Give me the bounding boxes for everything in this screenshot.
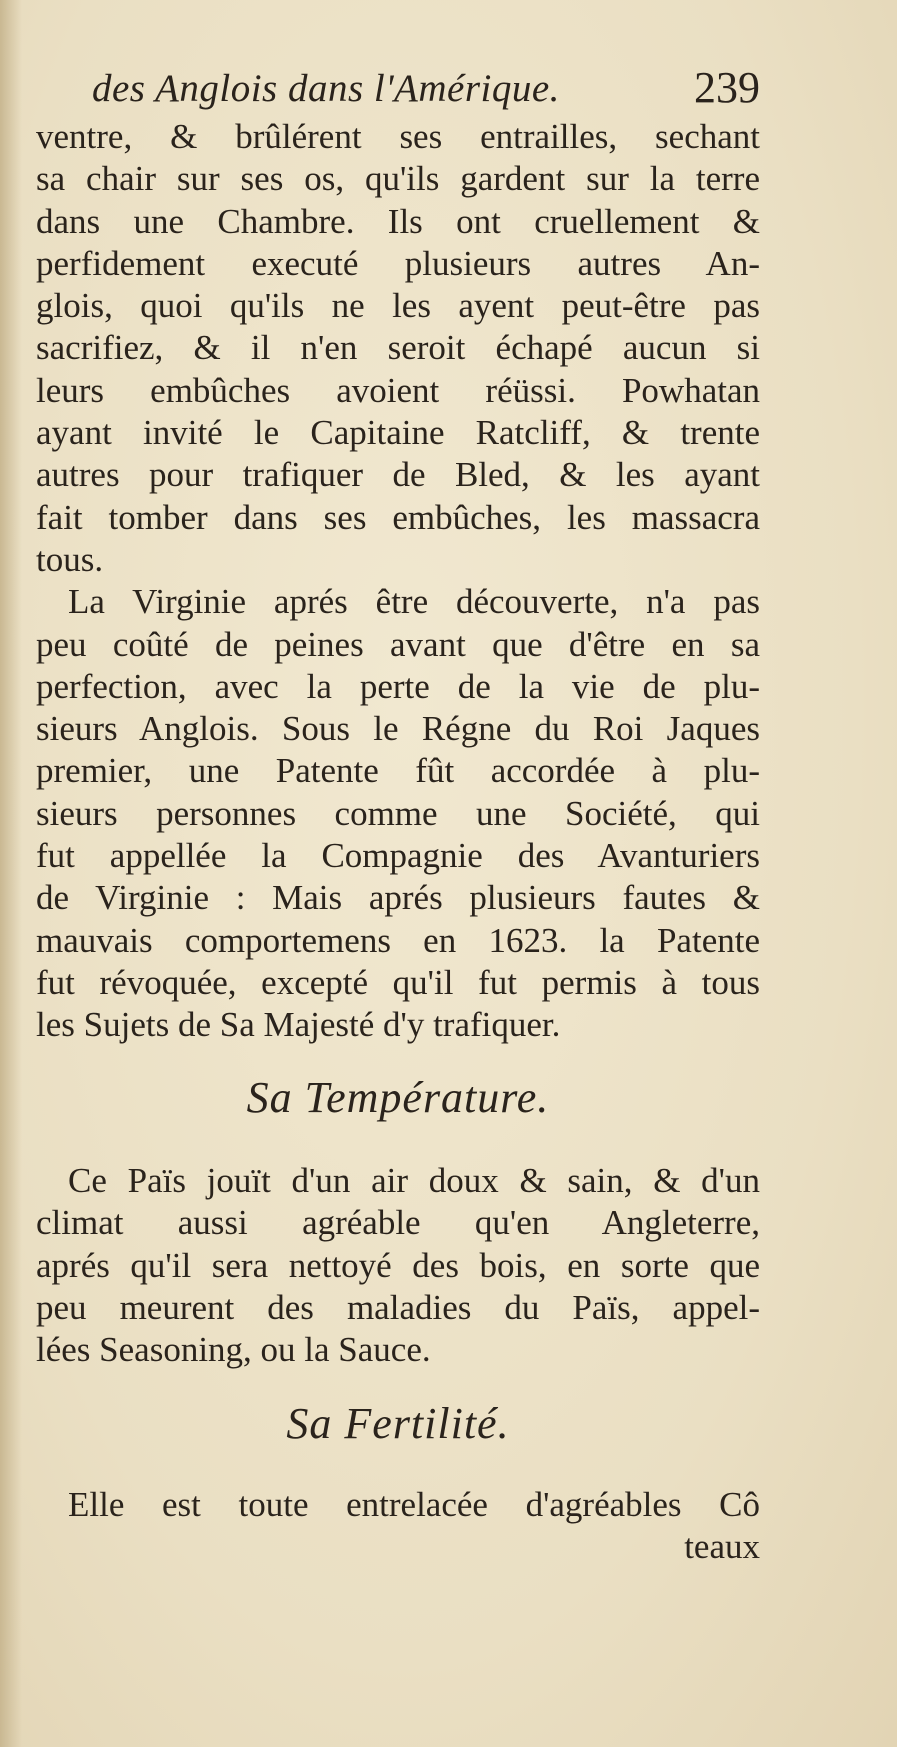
text-line: les Sujets de Sa Majesté d'y trafiquer. [36, 1005, 561, 1045]
body-text-block-3 [36, 1484, 760, 1569]
text-line: tous. [36, 539, 104, 579]
text-line: sieurs personnes comme une Société, qui [36, 793, 760, 833]
text-line: premier, une Patente fût accordée à plu- [36, 751, 760, 791]
text-line: sa chair sur ses os, qu'ils gardent sur la terre [36, 159, 760, 199]
text-line: aprés qu'il sera nettoyé des bois, en sorte que [36, 1245, 760, 1285]
page-gutter-shadow [0, 0, 22, 1747]
text-line: glois, quoi qu'ils ne les ayent peut-être pas [36, 286, 760, 326]
text-line: autres pour trafiquer de Bled, & les ayant [36, 455, 760, 495]
text-line: sieurs Anglois. Sous le Régne du Roi Jaques [36, 709, 760, 749]
text-line: leurs embûches avoient réüssi. Powhatan [36, 370, 760, 410]
text-line: Ce Païs jouït d'un air doux & sain, & d'un [68, 1161, 760, 1200]
text-line: La Virginie aprés être découverte, n'a pas [68, 582, 760, 622]
text-line: ayant invité le Capitaine Ratcliff, & trente [36, 413, 760, 453]
text-line: fut appellée la Compagnie des Avanturiers [36, 836, 760, 876]
text-line: lées Seasoning, ou la Sauce. [36, 1330, 431, 1370]
text-line: perfidement executé plusieurs autres An- [36, 243, 760, 283]
section-heading-fertility: Sa Fertilité. [286, 1399, 510, 1448]
running-title: des Anglois dans l'Amérique. [92, 67, 560, 110]
text-line: ventre, & brûlérent ses entrailles, sechant [36, 117, 760, 156]
text-line: sacrifiez, & il n'en seroit échapé aucun si [36, 328, 760, 368]
text-line: perfection, avec la perte de la vie de plu- [36, 666, 760, 706]
body-text-block-2 [36, 1160, 760, 1371]
text-line: dans une Chambre. Ils ont cruellement & [36, 201, 760, 241]
text-line: fut révoquée, excepté qu'il fut permis à tous [36, 962, 760, 1002]
text-line: peu meurent des maladies du Païs, appel- [36, 1287, 760, 1327]
text-line: peu coûté de peines avant que d'être en sa [36, 624, 760, 664]
body-text-block-1 [36, 116, 760, 1047]
section-heading-temperature: Sa Température. [246, 1073, 550, 1122]
text-line: climat aussi agréable qu'en Angleterre, [36, 1203, 760, 1243]
page-number: 239 [694, 63, 760, 112]
text-line: de Virginie : Mais aprés plusieurs fautes & [36, 878, 760, 918]
text-line: mauvais comportemens en 1623. la Patente [36, 920, 760, 960]
catchword: teaux [684, 1527, 760, 1567]
text-line: Elle est toute entrelacée d'agréables Cô [68, 1485, 760, 1524]
text-line: fait tomber dans ses embûches, les massacra [36, 497, 760, 537]
